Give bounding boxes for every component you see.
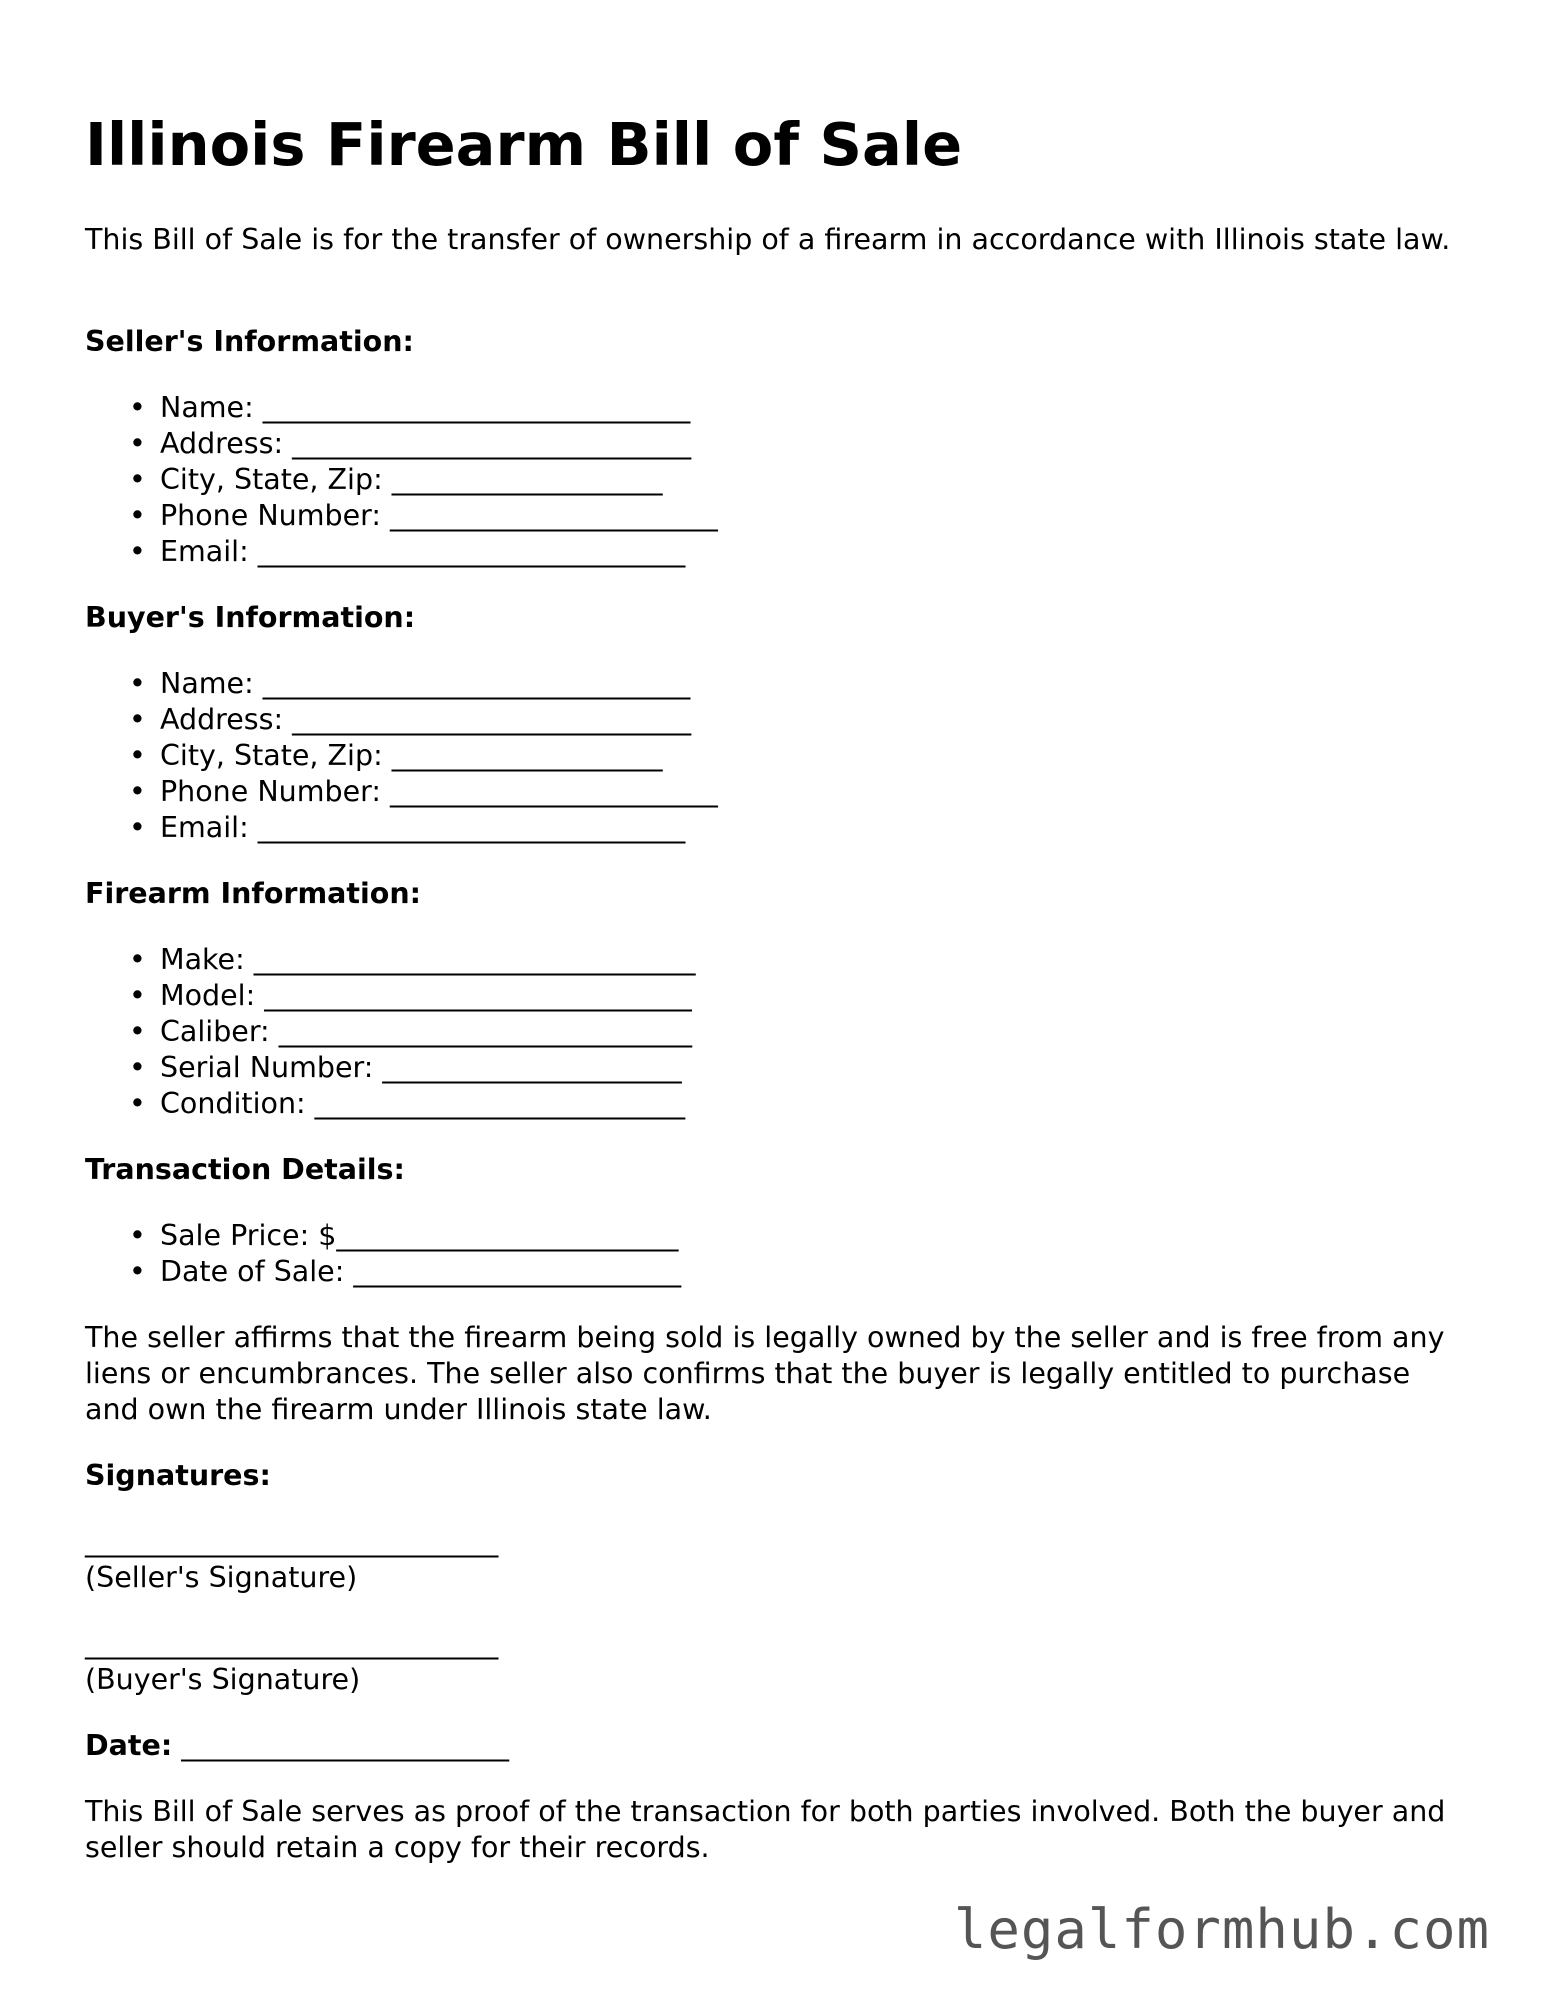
seller-signature-label: (Seller's Signature) (85, 1561, 358, 1594)
buyer-signature-line: _____________________________ (85, 1627, 499, 1660)
buyer-email-field: • Email: ______________________________ (129, 811, 686, 844)
buyer-address-field: • Address: ____________________________ (129, 703, 692, 736)
site-watermark: legalformhub.com (953, 1898, 1490, 1961)
date-row (85, 1728, 509, 1764)
seller-email-field: • Email: ______________________________ (129, 535, 686, 568)
firearm-caliber-field: • Caliber: _____________________________ (129, 1015, 692, 1048)
seller-city-state-zip-field: • City, State, Zip: ___________________ (129, 463, 663, 496)
date-label: Date: (85, 1729, 173, 1762)
firearm-serial-field: • Serial Number: _____________________ (129, 1051, 682, 1084)
sale-price-field: • Sale Price: $________________________ (129, 1219, 679, 1252)
closing-paragraph: This Bill of Sale serves as proof of the transaction for both parties involved. Both the buyer and seller should retain a copy for their records. (85, 1795, 1446, 1864)
buyer-signature-label: (Buyer's Signature) (85, 1663, 361, 1696)
seller-field-list (85, 390, 718, 570)
buyer-city-state-zip-field: • City, State, Zip: ___________________ (129, 739, 663, 772)
seller-signature-line: _____________________________ (85, 1525, 499, 1558)
date-of-sale-field: • Date of Sale: _______________________ (129, 1255, 682, 1288)
buyer-heading: Buyer's Information: (85, 601, 416, 634)
transaction-field-list (85, 1218, 681, 1290)
seller-phone-field: • Phone Number: _______________________ (129, 499, 718, 532)
seller-address-field: • Address: ____________________________ (129, 427, 692, 460)
buyer-phone-field: • Phone Number: _______________________ (129, 775, 718, 808)
affirmation-paragraph: The seller affirms that the firearm being sold is legally owned by the seller and is free from any liens or encumbrances. The seller also confirms that the buyer is legally entitled to purchase and own the firearm under Illinois state law. (85, 1321, 1445, 1426)
seller-heading: Seller's Information: (85, 325, 414, 358)
date-line: _______________________ (172, 1729, 510, 1762)
seller-name-field: • Name: ______________________________ (129, 391, 691, 424)
firearm-model-field: • Model: ______________________________ (129, 979, 692, 1012)
firearm-field-list (85, 942, 696, 1122)
transaction-heading: Transaction Details: (85, 1153, 405, 1186)
document-title: Illinois Firearm Bill of Sale (85, 110, 963, 179)
signatures-heading: Signatures: (85, 1459, 271, 1492)
buyer-name-field: • Name: ______________________________ (129, 667, 691, 700)
firearm-heading: Firearm Information: (85, 877, 422, 910)
firearm-condition-field: • Condition: __________________________ (129, 1087, 686, 1120)
firearm-make-field: • Make: _______________________________ (129, 943, 696, 976)
buyer-field-list (85, 666, 718, 846)
intro-paragraph: This Bill of Sale is for the transfer of ownership of a firearm in accordance with Illinois state law. (85, 223, 1451, 256)
